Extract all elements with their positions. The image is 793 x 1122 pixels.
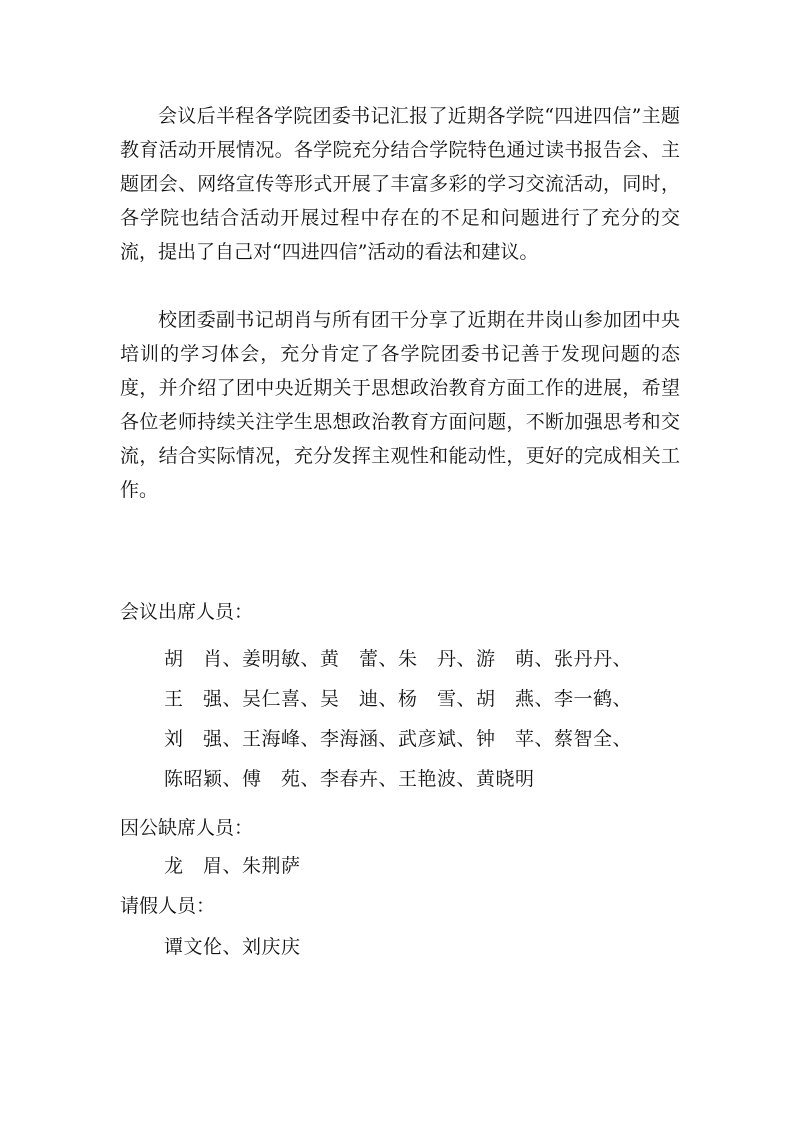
attendees-line-4: 陈昭颖、傅 苑、李春卉、王艳波、黄晓明 <box>164 768 535 790</box>
attendees-line-1: 胡 肖、姜明敏、黄 蕾、朱 丹、游 萌、张丹丹、 <box>164 648 633 670</box>
absent-on-duty-names: 龙 眉、朱荆萨 <box>164 855 301 877</box>
absent-on-duty-label: 因公缺席人员： <box>120 817 254 839</box>
body-paragraph-2: 校团委副书记胡肖与所有团干分享了近期在井岗山参加团中央培训的学习体会，充分肯定了各学院团委书记善于发现问题的态度，并介绍了团中央近期关于思想政治教育方面工作的进展，希望各位老师持续关注学生思想政治教育方面问题，不断加强思考和交流，结合实际情况，充分发挥主观性和能动性，更好的完成相关工作。 <box>120 309 680 501</box>
attendees-line-2: 王 强、吴仁喜、吴 迪、杨 雪、胡 燕、李一鹤、 <box>164 688 633 710</box>
on-leave-names: 谭文伦、刘庆庆 <box>164 936 301 958</box>
attendees-label: 会议出席人员： <box>120 601 254 623</box>
body-paragraph-1: 会议后半程各学院团委书记汇报了近期各学院“四进四信”主题教育活动开展情况。各学院充分结合学院特色通过读书报告会、主题团会、网络宣传等形式开展了丰富多彩的学习交流活动，同时，各学院也结合活动开展过程中存在的不足和问题进行了充分的交流，提出了自己对“四进四信”活动的看法和建议。 <box>120 105 680 263</box>
on-leave-label: 请假人员： <box>120 895 216 917</box>
attendees-line-3: 刘 强、王海峰、李海涵、武彦斌、钟 苹、蔡智全、 <box>164 728 633 750</box>
